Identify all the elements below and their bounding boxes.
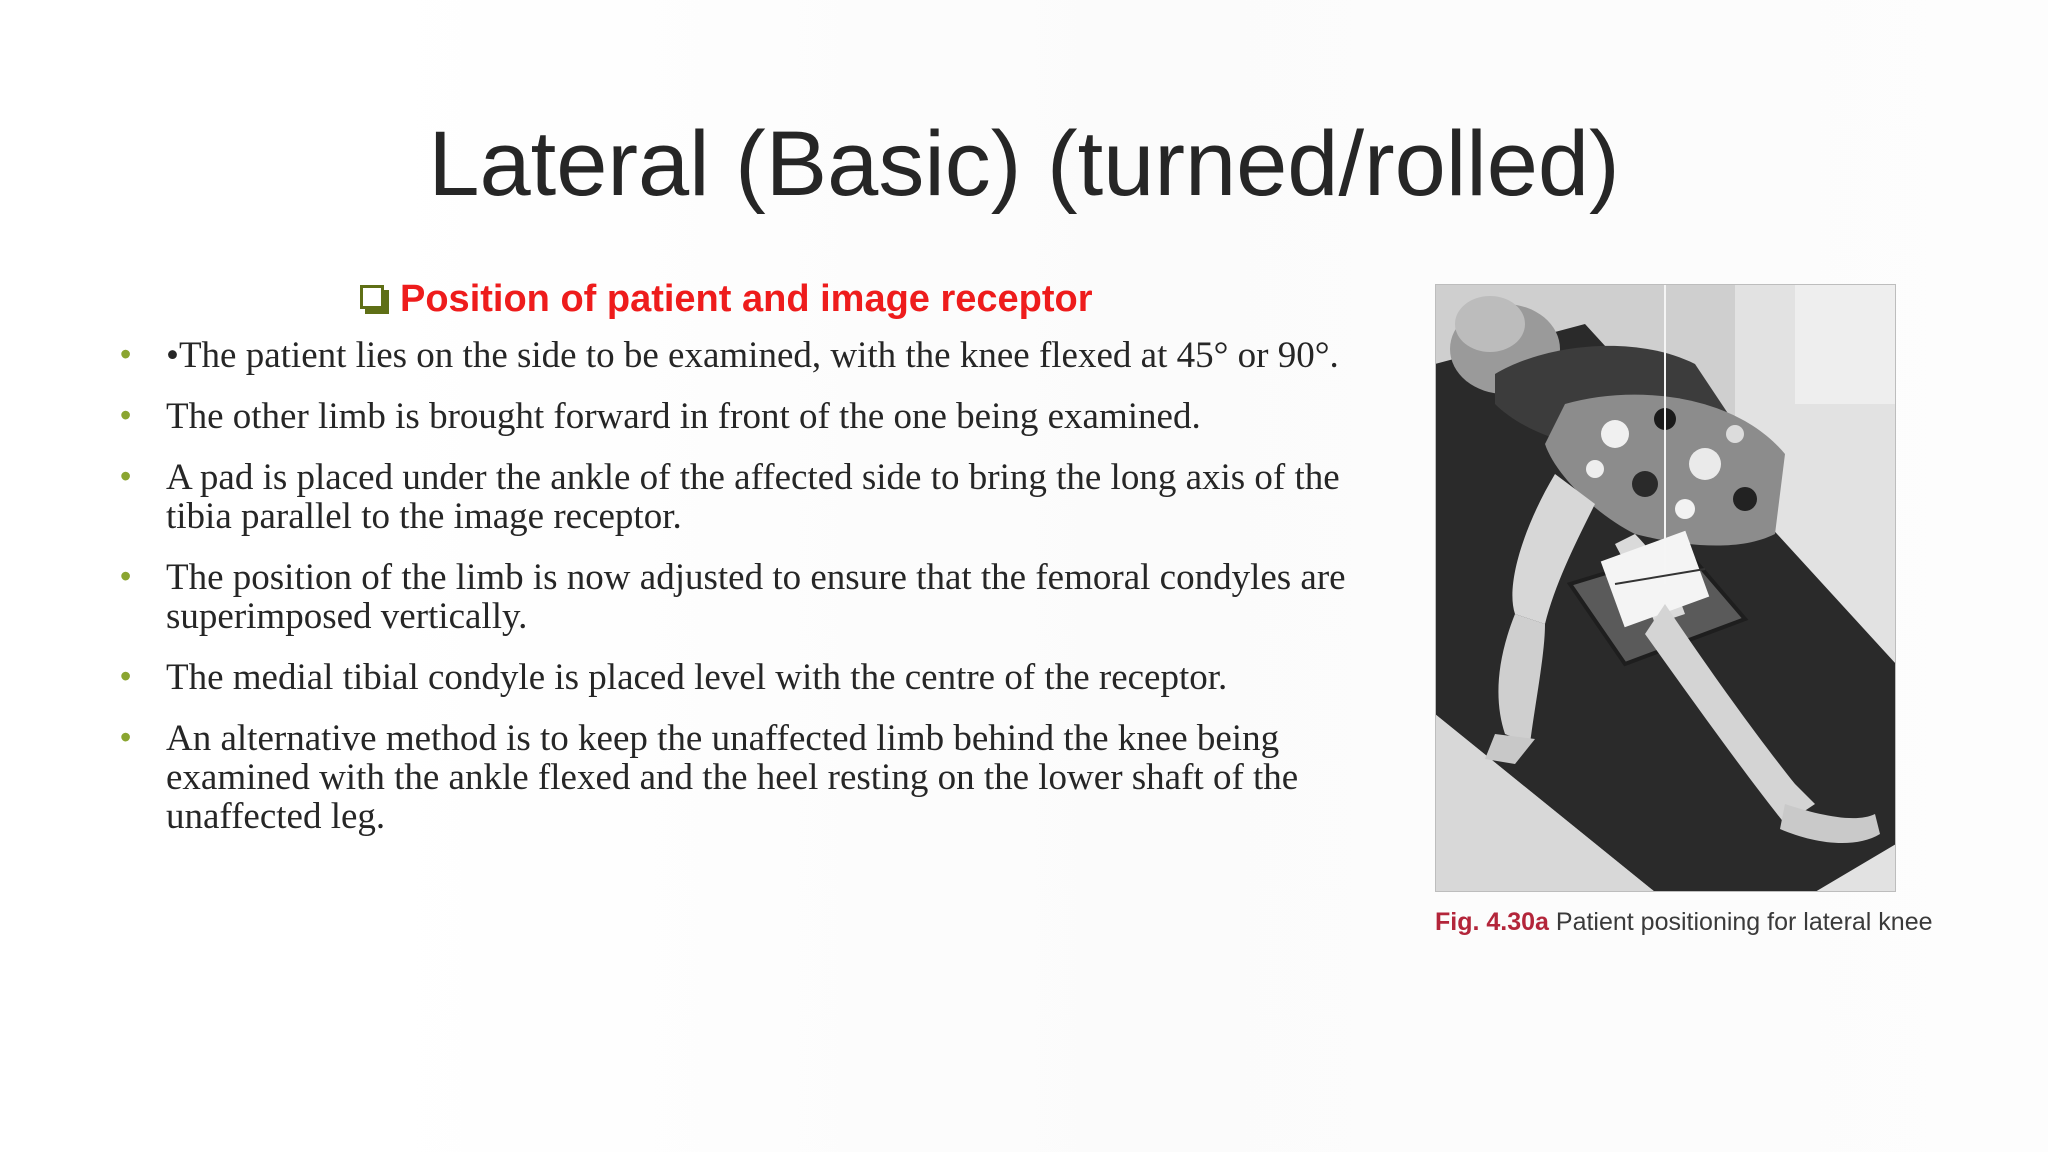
patient-positioning-photo xyxy=(1435,284,1896,892)
bullet-item xyxy=(118,458,1398,536)
bullet-text: The medial tibial condyle is placed level with the centre of the receptor. xyxy=(166,657,1228,698)
bullet-text: A pad is placed under the ankle of the affected side to bring the long axis of the tibia parallel to the image receptor. xyxy=(166,457,1340,537)
subheading xyxy=(360,274,1093,324)
figure-caption xyxy=(1435,908,1940,937)
slide-title: Lateral (Basic) (turned/rolled) xyxy=(428,113,1620,215)
bullet-item xyxy=(118,397,1398,436)
bullet-icon: • xyxy=(120,558,132,594)
bullet-text: An alternative method is to keep the unaffected limb behind the knee being examined with the ankle flexed and the heel resting on the lower shaft of the unaffected leg. xyxy=(166,718,1299,837)
bullet-item xyxy=(118,719,1398,836)
subheading-text: Position of patient and image receptor xyxy=(400,277,1093,320)
caption-text: Patient positioning for lateral knee xyxy=(1548,908,1933,936)
bullet-list xyxy=(118,336,1398,858)
bullet-icon: • xyxy=(120,336,132,372)
bullet-icon: • xyxy=(120,458,132,494)
bullet-text: The position of the limb is now adjusted to ensure that the femoral condyles are superimposed vertically. xyxy=(166,557,1346,637)
bullet-icon: • xyxy=(120,658,132,694)
bullet-item xyxy=(118,336,1398,375)
bullet-item xyxy=(118,658,1398,697)
bullet-text: •The patient lies on the side to be examined, with the knee flexed at 45° or 90°. xyxy=(166,335,1339,376)
bullet-item xyxy=(118,558,1398,636)
caption-label: Fig. 4.30a xyxy=(1435,908,1549,936)
checkbox-icon xyxy=(360,285,388,313)
bullet-icon: • xyxy=(120,719,132,755)
bullet-text: The other limb is brought forward in front of the one being examined. xyxy=(166,396,1201,437)
bullet-icon: • xyxy=(120,397,132,433)
